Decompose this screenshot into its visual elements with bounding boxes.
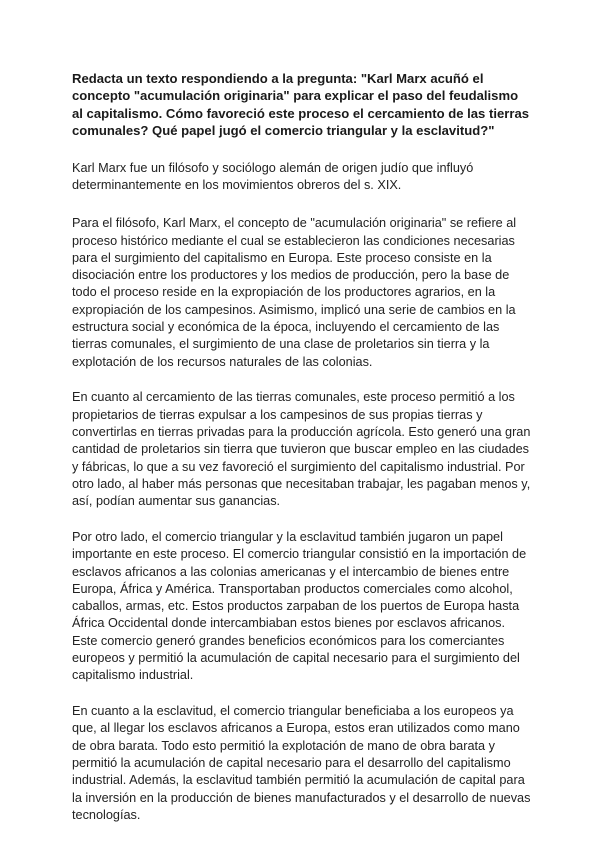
document-page bbox=[72, 70, 532, 843]
paragraph-esclavitud: En cuanto a la esclavitud, el comercio triangular beneficiaba a los europeos ya que, al llegar los esclavos africanos a Europa, estos eran utilizados como mano de obra barata. Todo esto permitió la explotación de mano de obra barata y permitió la acumulación de capital necesario para el desarrollo del capitalismo industrial. Además, la esclavitud también permitió la acumulación de capital para la inversión en la producción de bienes manufacturados y el desarrollo de nuevas tecnologías. bbox=[72, 704, 531, 822]
paragraph-intro: Karl Marx fue un filósofo y sociólogo alemán de origen judío que influyó determinantemente en los movimientos obreros del s. XIX. bbox=[72, 160, 474, 192]
paragraph-cercamiento: En cuanto al cercamiento de las tierras comunales, este proceso permitió a los propietarios de tierras expulsar a los campesinos de sus propias tierras y convertirlas en tierras privadas para la producción agrícola. Esto generó una gran cantidad de proletarios sin tierra que tuvieron que buscar empleo en las ciudades y fábricas, lo que a su vez favoreció el surgimiento del capitalismo industrial. Por otro lado, al haber más personas que necesitaban trabajar, les pagaban menos y, así, podían aumentar sus ganancias. bbox=[72, 390, 531, 509]
paragraph-acumulacion-originaria: Para el filósofo, Karl Marx, el concepto de "acumulación originaria" se refiere al proceso histórico mediante el cual se establecieron las condiciones necesarias para el surgimiento del capitalismo en Europa. Este proceso consiste en la disociación entre los productores y los medios de producción, pero la base de todo el proceso reside en la expropiación de los productores agrarios, en la expropiación de los campesinos. Asimismo, implicó una serie de cambios en la estructura social y económica de la época, incluyendo el cercamiento de las tierras comunales, el surgimiento de una clase de proletarios sin tierra y la explotación de los recursos naturales de las colonias. bbox=[72, 216, 517, 369]
paragraph-comercio-triangular: Por otro lado, el comercio triangular y la esclavitud también jugaron un papel importante en este proceso. El comercio triangular consistió en la importación de esclavos africanos a las colonias americanas y el intercambio de bienes entre Europa, África y América. Transportaban productos comerciales como alcohol, caballos, armas, etc. Estos productos zarpaban de los puertos de Europa hasta África Occidental donde intercambiaban estos bienes por esclavos africanos. Este comercio generó grandes beneficios económicos para los comerciantes europeos y permitió la acumulación de capital necesario para el surgimiento del capitalismo industrial. bbox=[72, 529, 527, 683]
question-heading: Redacta un texto respondiendo a la pregunta: "Karl Marx acuñó el concepto "acumulación originaria" para explicar el paso del feudalismo al capitalismo. Cómo favoreció este proceso el cercamiento de las tierras comunales? Qué papel jugó el comercio triangular y la esclavitud?" bbox=[72, 71, 530, 139]
